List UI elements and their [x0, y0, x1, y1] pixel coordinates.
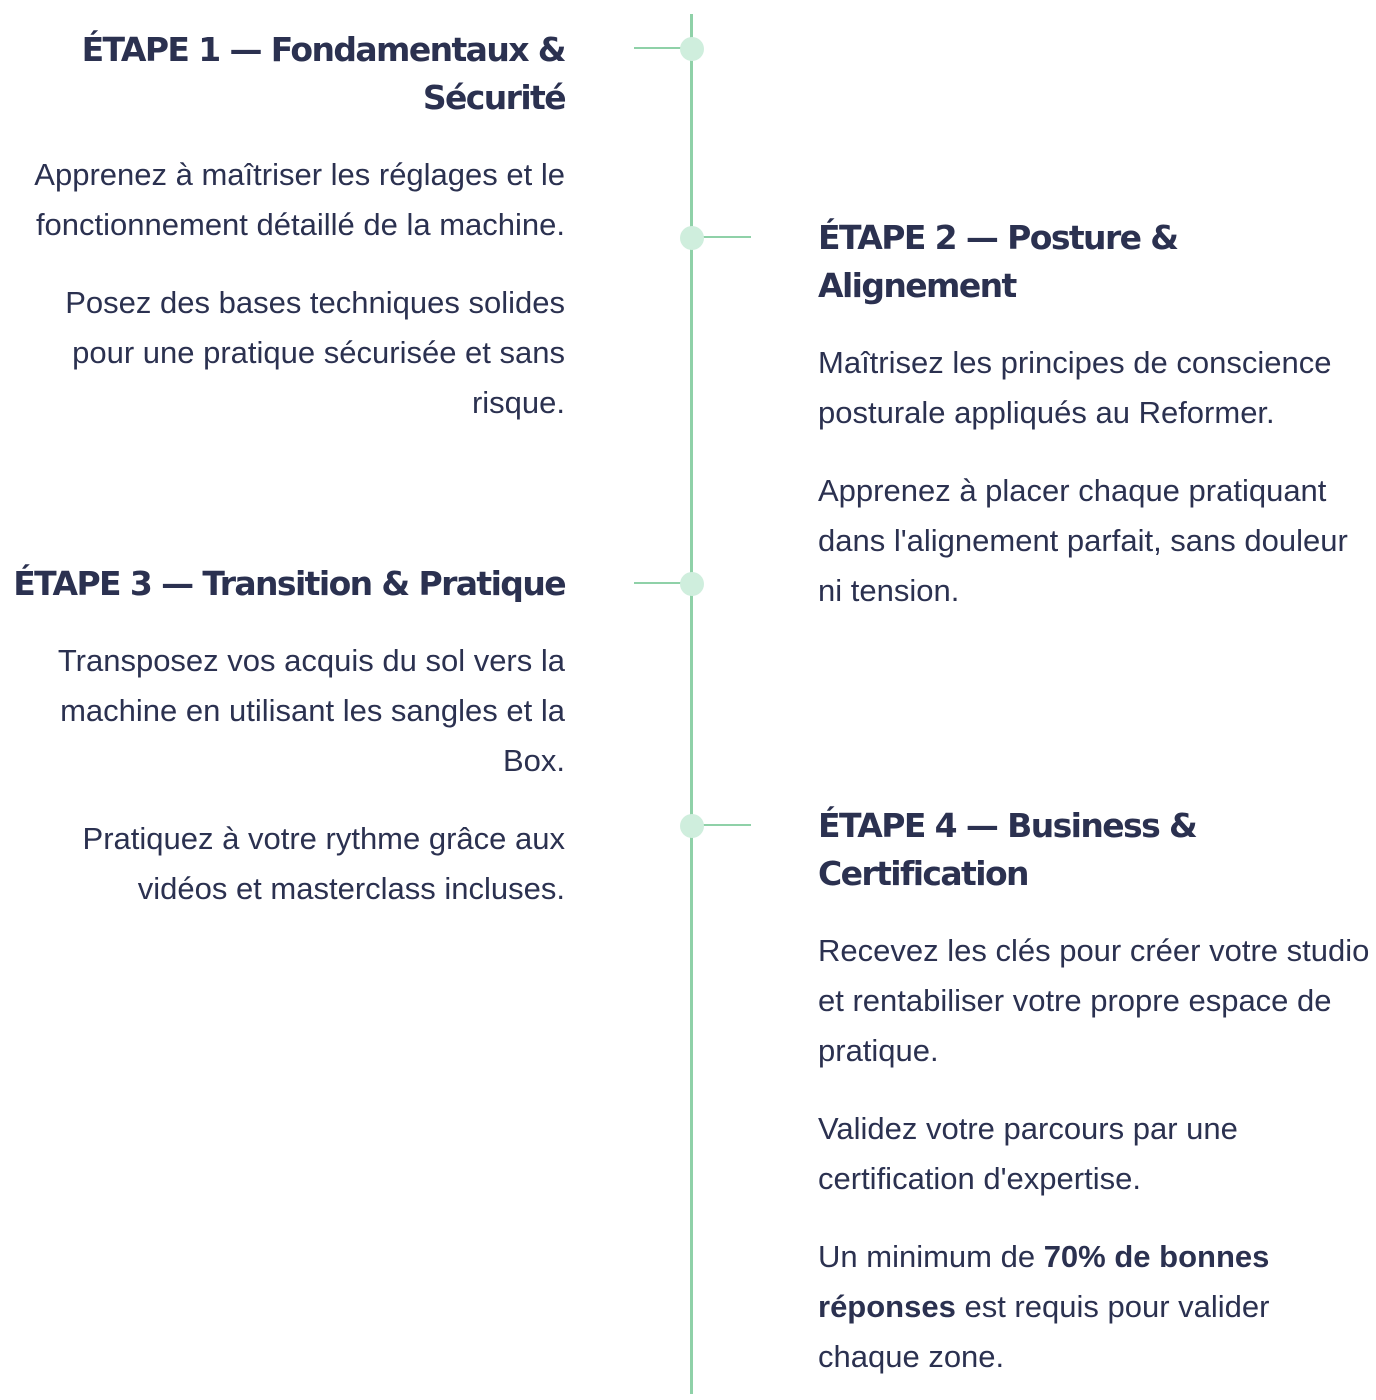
- step-3-block: [0, 560, 565, 914]
- step-3-paragraph-1: Transposez vos acquis du sol vers la machine en utilisant les sangles et la Box.: [57, 643, 565, 778]
- step-4-title: ÉTAPE 4 — Business & Certification: [818, 806, 1197, 893]
- step-3-paragraph-2: Pratiquez à votre rythme grâce aux vidéos et masterclass incluses.: [82, 821, 565, 906]
- step-1-block: [0, 26, 565, 428]
- step-3-title: ÉTAPE 3 — Transition & Pratique: [13, 564, 565, 603]
- step-4-marker-dot: [680, 814, 704, 838]
- step-1-marker-dot: [680, 37, 704, 61]
- step-2-title: ÉTAPE 2 — Posture & Alignement: [818, 218, 1178, 305]
- step-1-paragraph-2: Posez des bases techniques solides pour une pratique sécurisée et sans risque.: [65, 285, 565, 420]
- step-3-marker-dot: [680, 572, 704, 596]
- timeline-line: [690, 14, 693, 1394]
- step-4-requirement: [818, 1232, 1370, 1382]
- step-1-paragraph-1: Apprenez à maîtriser les réglages et le fonctionnement détaillé de la machine.: [34, 157, 565, 242]
- requirement-text-after: est requis pour valider chaque zone.: [818, 1289, 1270, 1374]
- step-4-paragraph-2: Validez votre parcours par une certification d'expertise.: [818, 1111, 1238, 1196]
- step-2-paragraph-1: Maîtrisez les principes de conscience posturale appliqués au Reformer.: [818, 345, 1332, 430]
- step-4-paragraph-1: Recevez les clés pour créer votre studio et rentabiliser votre propre espace de pratique.: [818, 933, 1370, 1068]
- requirement-threshold: 70% de bonnes réponses: [818, 1239, 1270, 1324]
- requirement-text-before: Un minimum de: [818, 1239, 1044, 1274]
- step-2-block: [818, 214, 1370, 616]
- step-1-title: ÉTAPE 1 — Fondamentaux & Sécurité: [81, 30, 565, 117]
- step-4-block: [818, 802, 1370, 1382]
- step-2-marker-dot: [680, 226, 704, 250]
- step-2-paragraph-2: Apprenez à placer chaque pratiquant dans l'alignement parfait, sans douleur ni tension.: [818, 473, 1348, 608]
